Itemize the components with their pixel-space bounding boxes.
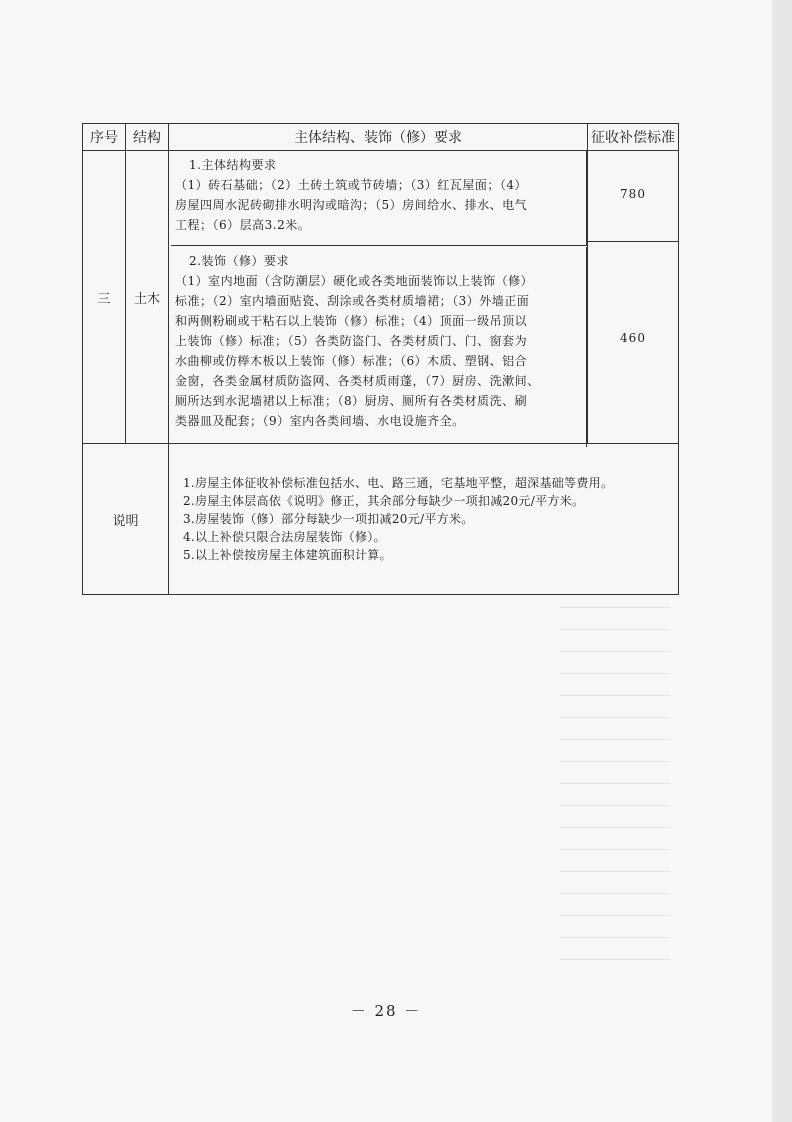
standard-value-structure: 780	[620, 187, 646, 201]
header-requirements: 主体结构、装饰（修）要求	[169, 124, 588, 151]
notes-cell	[169, 444, 679, 595]
note-item: 1.房屋主体征收补偿标准包括水、电、路三通，宅基地平整，超深基础等费用。	[183, 476, 614, 490]
block1-line: 工程；（6）层高3.2米。	[175, 218, 311, 232]
decoration-block	[171, 247, 587, 447]
page-edge	[772, 0, 792, 1122]
main-structure-block	[171, 151, 587, 246]
block2-line: 和两侧粉刷或干粘石以上装饰（修）标准；（4）顶面一级吊顶以	[175, 314, 528, 328]
block1-line: 房屋四周水泥砖砌排水明沟或暗沟；（5）房间给水、排水、电气	[175, 198, 528, 212]
notes-row	[83, 444, 679, 595]
standard-divider	[588, 241, 678, 242]
block2-line: （1）室内地面（含防潮层）硬化或各类地面装饰以上装饰（修）	[175, 274, 534, 288]
header-standard: 征收补偿标准	[588, 124, 679, 151]
block2-title: 2.装饰（修）要求	[189, 254, 289, 268]
block2-line: 标准；（2）室内墙面贴瓷、刮涂或各类材质墙裙；（3）外墙正面	[175, 294, 530, 308]
block2-line: 厕所达到水泥墙裙以上标准；（8）厨房、厕所有各类材质洗、刷	[175, 394, 528, 408]
header-no: 序号	[83, 124, 126, 151]
block2-line: 上装饰（修）标准；（5）各类防盗门、各类材质门、门、窗套为	[175, 334, 528, 348]
compensation-table	[82, 123, 679, 595]
block1-title: 1.主体结构要求	[189, 158, 277, 172]
note-item: 2.房屋主体层高依《说明》修正，其余部分每缺少一项扣减20元/平方米。	[183, 494, 585, 508]
block2-line: 水曲柳或仿榉木板以上装饰（修）标准；（6）木质、塑钢、铝合	[175, 354, 528, 368]
note-item: 3.房屋装饰（修）部分每缺少一项扣减20元/平方米。	[183, 512, 474, 526]
block2-line: 类器皿及配套；（9）室内各类间墙、水电设施齐全。	[175, 414, 465, 428]
page-number: － 28 －	[350, 1002, 422, 1020]
table-header-row	[83, 124, 679, 151]
row-structure: 土木	[126, 151, 169, 444]
note-item: 4.以上补偿只限合法房屋装饰（修）。	[183, 530, 386, 544]
row-no: 三	[83, 151, 126, 444]
standard-cell	[588, 151, 679, 444]
requirements-cell	[169, 151, 588, 444]
block1-line: （1）砖石基础；（2）土砖土筑或节砖墙；（3）红瓦屋面；（4）	[175, 178, 528, 192]
table-row	[83, 151, 679, 444]
header-structure: 结构	[126, 124, 169, 151]
block2-line: 金窗，各类金属材质防盗网、各类材质雨蓬，（7）厨房、洗漱间、	[175, 374, 540, 388]
notes-label: 说明	[83, 444, 169, 595]
bleed-through-shadow	[560, 600, 670, 960]
note-item: 5.以上补偿按房屋主体建筑面积计算。	[183, 548, 392, 562]
standard-value-decoration: 460	[620, 331, 646, 345]
